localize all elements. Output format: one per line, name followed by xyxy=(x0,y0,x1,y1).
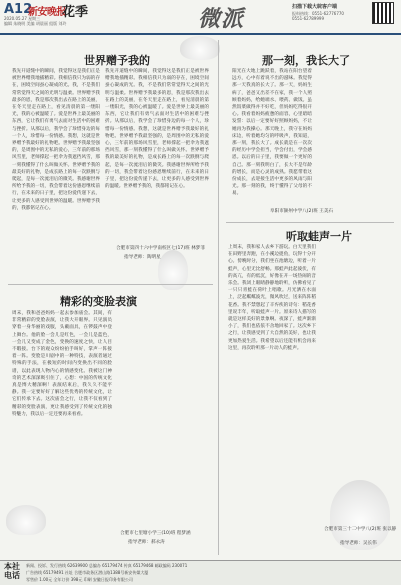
article-body: 阳光在大地上跳跃着，我站在阳台望着远方，心中有着说不出的滋味。我觉得那一天我真的长大了。那一天，妈妈生病了，爸爸又出差不在家，我一个人照顾着妈妈，给她端水、喂药、做饭。虽然饭菜做得并不好吃，但妈妈吃得很开心。我看着妈妈疲惫的面容，心里暗暗发誓：以后一定要好好照顾妈妈，不让她再为我操心。那天晚上，我守在妈妈床边，听着她均匀的呼吸声，我知道，那一刻，我长大了。成长就是在一次次的经历中学会担当，学会付出，学会感恩。以后的日子里，我要做一个更好的自己。那一刻我明白了，长大不是年龄的增长，而是心灵的成熟。我愿带着这份成长，去迎接生活中更多的风雨与阳光。那一刻的我，终于懂得了父母的不易。 xyxy=(232,69,312,197)
article-teacher: 指导老师：郝永涛 xyxy=(128,540,165,545)
section-divider xyxy=(226,222,394,223)
hotline: 报料热线：0551-62776770 xyxy=(292,11,344,16)
qr-code-icon[interactable] xyxy=(372,2,394,24)
article-school: 合肥市第四十六中学南校区七(17)班 林梦菲 xyxy=(116,246,205,251)
footer-line: 新闻、投诉、发行热线 62639900 总编办 65179474 传真 65179468 邮政编码 230071 xyxy=(26,563,188,568)
editor-line: 编辑 朱晓明 美编 胡晨丽 组版 刘玲 xyxy=(4,21,67,26)
article-body: 上周末，我和家人去乡下游玩。白天里我们在田野里奔跑，在小溪边捉鱼，玩得十分开心。傍晚时分，我们坐在池塘边，听着一片蛙声，心里无比舒畅。那蛙声此起彼伏，有的高亢，有的低沉，好像在开一场热闹的音乐会。我闭上眼睛静静地聆听，仿佛看见了一只只青蛙在荷叶上唱歌。月光洒在水面上，泛起粼粼波光，微风吹过，送来阵阵稻花香。我不禁想起了辛弃疾的诗句：稻花香里说丰年，听取蛙声一片。原来诗人描写的就是这样美好的景象啊。夜深了，蛙声渐渐小了，我们也依依不舍地回家了。这次乡下之行，让我感受到了大自然的美好，也让我更加热爱生活。我希望以后还能有机会再来这里，再次聆听那一片动人的蛙声。 xyxy=(228,245,316,351)
article-teacher: 指导老师：吴长伟 xyxy=(340,541,377,546)
article-school: 合肥市七里塘小学三(10)班 程梦涵 xyxy=(120,531,191,536)
article-teacher: 指导老师：陶明星 xyxy=(124,255,161,260)
page-number: A12 xyxy=(4,2,33,17)
article-body-continued: 我先开道缝中的瞬间，我觉得这是我们正是被世界赠我地插精彩。我相信我只为弱的存在，困境空间蚕心凝成的光。我，不是我们常常觉得天之间的光明与温柔。世界赠予我最多的恩，我是那次我出去在路上的美丽，在冬天里走在路上，看见清晨的第一缕阳光，我的心被温暖了。爱是世界上最美丽的东西，它让我们有勇气去面对生活中的困难与挫折。从那以后，我学会了珍惜身边的每一个人，珍惜每一份情感。我想，这就是世界赠予我最好的礼物吧。世界赠予我最坚强的，是周围中的无私的爱心，三年前的那场风雪里，老师撑起一把伞为我遮挡风雪，那一刻我懂得了什么叫做关怀。世界赠予我的最美好的礼物，是成长路上的每一次跌倒与爬起，是每一次流泪后的微笑。我感谢世界所给予我的一切，我会带着这份感恩继续前行，在未来的日子里，把这份爱传递下去，让更多的人感受到世界的温暖。世界赠予我的，我都铭记在心。 xyxy=(105,69,209,190)
article-title: 精彩的变脸表演 xyxy=(60,295,137,308)
footer-line: 零售价 1.00元 全年订价 398元 印刷 安徽日报印务有限公司 xyxy=(26,577,133,582)
section-divider xyxy=(8,284,213,285)
scan-text: 扫描下载大皖客户端 xyxy=(292,4,338,10)
footer-line: 广告热线 65179491 社址 合肥市政务区潜山路1388号新安传媒大厦 xyxy=(26,570,149,575)
article-body: 我先开道缝中的瞬间，我觉得这是我们正是被世界赠我地插精彩。我相信我只为弱的存在，困境空间蚕心凝成的光。我，不是我们常常觉得天之间的光明与温柔。世界赠予我最多的恩，我是那次我出去在路上的美丽，在冬天里走在路上，看见清晨的第一缕阳光，我的心被温暖了。爱是世界上最美丽的东西，它让我们有勇气去面对生活中的困难与挫折。从那以后，我学会了珍惜身边的每一个人，珍惜每一份情感。我想，这就是世界赠予我最好的礼物吧。世界赠予我最坚强的，是周围中的无私的爱心，三年前的那场风雪里，老师撑起一把伞为我遮挡风雪，那一刻我懂得了什么叫做关怀。世界赠予我的最美好的礼物，是成长路上的每一次跌倒与爬起，是每一次流泪后的微笑。我感谢世界所给予我的一切，我会带着这份感恩继续前行，在未来的日子里，把这份爱传递下去，让更多的人感受到世界的温暖。世界赠予我的，我都铭记在心。 xyxy=(12,69,100,211)
hotline-2: 0551-62789999 xyxy=(292,16,324,21)
article-title: 听取蛙声一片 xyxy=(286,230,352,243)
article-school: 阜阳市颍州中学八(2)班 王美石 xyxy=(270,209,334,214)
lotus-decoration-icon xyxy=(180,36,220,60)
footer-label: 本社电话 xyxy=(4,561,20,580)
masthead: 微派 xyxy=(198,6,245,32)
article-body: 周末，我和爸爸妈妈一起去参加庙会。其间，有非常精彩的变脸表演，让我大开眼界。只见演员穿着一身华丽的戏服，头戴面具，在锣鼓声中登上舞台。他的脸一会儿是红色，一会儿是蓝色，一会儿又变成了金色，变换的速度之快，让人目不暇接。台下的观众纷纷拍手叫好，掌声一阵接着一阵。变脸是川剧中的一种特技，表演者通过特殊的手法，在极短的时间内变换出不同的脸谱，以此表现人物内心的情感变化。我被这门神奇的艺术深深吸引住了，心想：中国的传统文化真是博大精深啊！表演结束后，我久久不能平静。我一定要好好了解这些优秀的传统文化，让它们传承下去。这次庙会之行，让我不仅看到了精彩的变脸表演，更让我感受到了传统文化的独特魅力，我以后一定还要再来看看。 xyxy=(12,311,112,417)
article-school: 合肥市第三十二中学八(2)班 张以静 xyxy=(324,527,397,532)
date-line: 2020.05.27 星期三 xyxy=(4,16,41,21)
header-rule xyxy=(0,33,401,35)
article-title: 那一刻，我长大了 xyxy=(262,54,350,67)
column-divider xyxy=(218,40,219,555)
article-title: 世界赠予我的 xyxy=(84,54,150,67)
paper-name: 新安晚报 xyxy=(28,7,66,18)
section-name: 花季 xyxy=(62,5,89,20)
